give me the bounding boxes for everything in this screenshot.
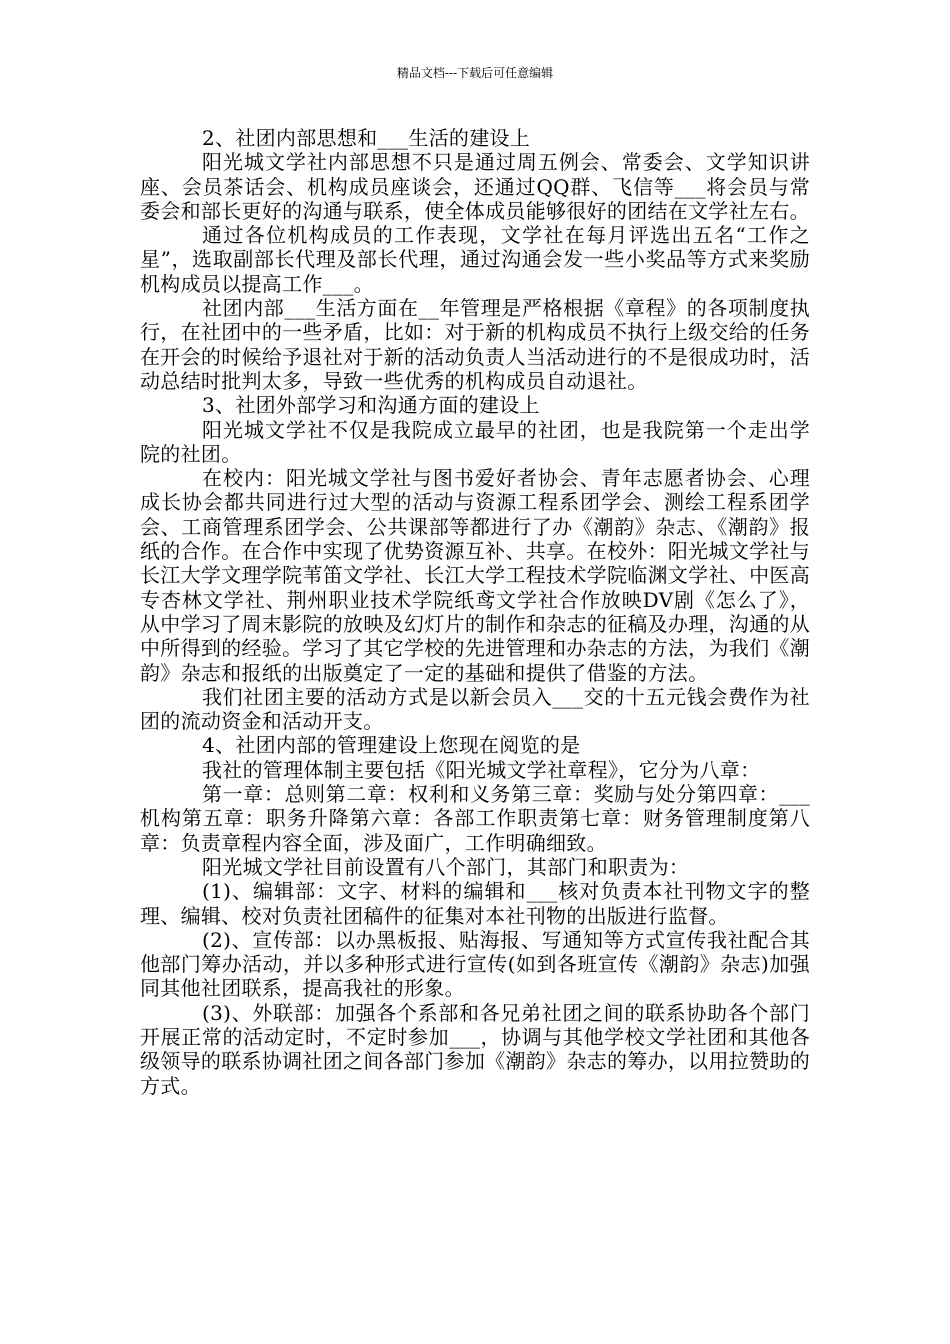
paragraph: 阳光城文学社不仅是我院成立最早的社团，也是我院第一个走出学院的社团。 [140,417,810,466]
paragraph: 通过各位机构成员的工作表现，文学社在每月评选出五名“工作之星”，选取副部长代理及部长代理，通过沟通会发一些小奖品等方式来奖励机构成员以提高工作___。 [140,223,810,296]
paragraph: 我们社团主要的活动方式是以新会员入___交的十五元钱会费作为社团的流动资金和活动开支。 [140,684,810,734]
paragraph: 第一章：总则第二章：权利和义务第三章：奖励与处分第四章：___机构第五章：职务升降第六章：各部工作职责第七章：财务管理制度第八章：负责章程内容全面，涉及面广，工作明确细致。 [140,782,810,855]
section-heading-4: 4、社团内部的管理建设上您现在阅览的是 [202,733,581,758]
section-heading-2: 2、社团内部思想和___生活的建设上 [202,126,531,150]
list-item: (2)、宣传部：以办黑板报、贴海报、写通知等方式宣传我社配合其他部门筹办活动，并以多种形式进行宣传(如到各班宣传《潮韵》杂志)加强同其他社团联系，提高我社的形象。 [140,927,810,1001]
paragraph: 阳光城文学社目前设置有八个部门，其部门和职责为： [202,854,690,879]
paragraph: 阳光城文学社内部思想不只是通过周五例会、常委会、文学知识讲座、会员茶话会、机构成员座谈会，还通过QQ群、飞信等___将会员与常委会和部长更好的沟通与联系，使全体成员能够很好的团结在文学社左右。 [140,150,810,223]
page-header: 精品文档---下载后可任意编辑 [396,66,554,80]
paragraph: 我社的管理体制主要包括《阳光城文学社章程》，它分为八章： [202,757,761,782]
list-item: (3)、外联部：加强各个系部和各兄弟社团之间的联系协助各个部门开展正常的活动定时，不定时参加___，协调与其他学校文学社团和其他各级领导的联系协调社团之间各部门参加《潮韵》杂志的筹办，以用拉赞助的方式。 [140,1000,810,1098]
list-item: (1)、编辑部：文字、材料的编辑和___核对负责本社刊物文字的整理、编辑、校对负责社团稿件的征集对本社刊物的出版进行监督。 [140,879,810,928]
document-body [140,126,810,1098]
paragraph: 在校内：阳光城文学社与图书爱好者协会、青年志愿者协会、心理成长协会都共同进行过大型的活动与资源工程系团学会、测绘工程系团学会、工商管理系团学会、公共课部等都进行了办《潮韵》杂志、《潮韵》报纸的合作。在合作中实现了优势资源互补、共享。在校外：阳光城文学社与长江大学文理学院苇笛文学社、长江大学工程技术学院临渊文学社、中医高专杏林文学社、荆州职业技术学院纸鸢文学社合作放映DV剧《怎么了》，从中学习了周末影院的放映及幻灯片的制作和杂志的征稿及办理，沟通的从中所得到的经验。学习了其它学校的先进管理和办杂志的方法，为我们《潮韵》杂志和报纸的出版奠定了一定的基础和提供了借鉴的方法。 [140,466,810,685]
paragraph: 社团内部___生活方面在__年管理是严格根据《章程》的各项制度执行，在社团中的一些矛盾，比如：对于新的机构成员不执行上级交给的任务在开会的时候给予退社对于新的活动负责人当活动进行的不是很成功时，活动总结时批判太多，导致一些优秀的机构成员自动退社。 [140,296,810,393]
section-heading-3: 3、社团外部学习和沟通方面的建设上 [202,393,540,418]
